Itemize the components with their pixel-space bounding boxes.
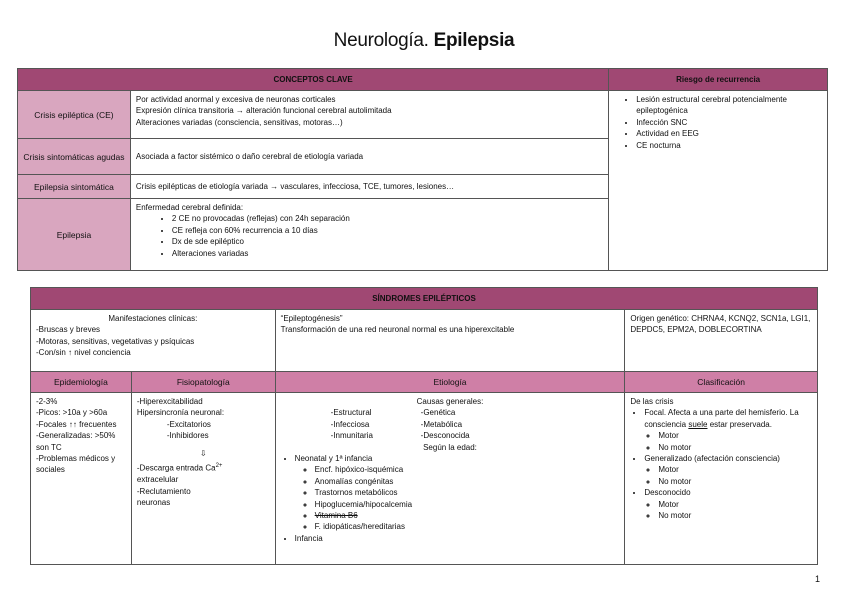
list-item: ◦ F. idiopáticas/hereditarias xyxy=(315,521,620,532)
list-item xyxy=(644,407,812,453)
text-line: -Genética xyxy=(420,408,456,418)
text-line: -Motoras, sensitivas, vegetativas y psíquicas xyxy=(36,336,195,346)
generalizado-sublist xyxy=(644,464,812,487)
sub-header-epidemiologia: Epidemiología xyxy=(31,372,132,393)
text-fragment: -Descarga entrada Ca xyxy=(136,463,216,473)
row-text-crisis-sintomaticas: Asociada a factor sistémico o daño cerebral de etiología variada xyxy=(130,139,608,175)
text-line: -Inmunitaria xyxy=(330,431,373,441)
text-fragment: Focal. Afecta a una parte del hemisferio. La consciencia xyxy=(644,408,799,429)
list-item: • CE nocturna xyxy=(636,140,822,151)
text-line: -Hiperexcitabilidad xyxy=(136,397,203,406)
list-item: • Infancia xyxy=(295,533,620,544)
conceptos-table xyxy=(17,68,828,271)
text-line: Hipersincronía neuronal: xyxy=(136,408,225,418)
list-item: • CE refleja con 60% recurrencia a 10 días xyxy=(172,225,603,236)
text-line: Expresión clínica transitoria → alteración funcional cerebral autolimitada xyxy=(135,106,392,116)
clasificacion-list xyxy=(630,407,812,521)
edad-list xyxy=(281,453,620,544)
text-line: Enfermedad cerebral definida: xyxy=(135,203,244,212)
list-item: • Dx de sde epiléptico xyxy=(172,236,603,247)
text-line: neuronas xyxy=(136,497,171,507)
text-fragment: estar preservada. xyxy=(707,419,772,429)
riesgo-header: Riesgo de recurrencia xyxy=(609,69,828,91)
riesgo-list xyxy=(614,94,822,151)
list-item: • Actividad en EEG xyxy=(636,128,822,139)
epidemiologia-cell xyxy=(31,393,132,565)
list-item: • Infección SNC xyxy=(636,117,822,128)
list-item: ◦ No motor xyxy=(658,442,812,453)
text-line: -Problemas médicos y sociales xyxy=(36,454,116,475)
list-item xyxy=(295,453,620,533)
text-fragment: Neonatal y 1ª infancia xyxy=(294,454,373,464)
text-line: -Con/sin ↑ nivel conciencia xyxy=(36,348,131,358)
list-item xyxy=(644,453,812,487)
text-line: extracelular xyxy=(136,475,179,485)
list-item: • Lesión estructural cerebral potencialmente epileptogénica xyxy=(636,94,822,117)
list-item: ◦ Motor xyxy=(658,464,812,475)
causas-grid xyxy=(281,407,620,441)
sindromes-table xyxy=(30,287,818,565)
text-fragment: suele xyxy=(688,419,708,429)
row-label-crisis-sintomaticas: Crisis sintomáticas agudas xyxy=(18,139,131,175)
list-item: ◦ Motor xyxy=(658,499,812,510)
list-item: ◦ Vitamina B6 xyxy=(315,510,620,521)
focal-sublist xyxy=(644,430,812,453)
list-item: • 2 CE no provocadas (reflejas) con 24h separación xyxy=(172,213,603,224)
sub-header-etiologia: Etiología xyxy=(275,372,625,393)
list-item: ◦ Hipoglucemia/hipocalcemia xyxy=(315,499,620,510)
riesgo-list-cell xyxy=(609,91,828,271)
epileptogenesis-title: “Epileptogénesis” xyxy=(280,314,343,323)
title-prefix: Neurología. xyxy=(333,30,429,51)
origen-genetico-cell: Origen genético: CHRNA4, KCNQ2, SCN1a, LGI1, DEPDC5, EPM2A, DOBLECORTINA xyxy=(625,310,818,372)
clasificacion-cell xyxy=(625,393,818,565)
text-line: -Reclutamiento xyxy=(136,486,191,496)
epilepsia-bullets xyxy=(136,213,603,259)
page-title xyxy=(0,30,848,52)
text-line: -Picos: >10a y >60a xyxy=(36,408,108,418)
text-fragment: Desconocido xyxy=(644,488,691,498)
text-line: -Metabólica xyxy=(420,419,463,429)
list-item: ◦ Encf. hipóxico-isquémica xyxy=(315,464,620,475)
text-line: -2-3% xyxy=(36,397,58,406)
title-bold: Epilepsia xyxy=(433,30,515,51)
arrow-down-icon: ⇩ xyxy=(199,448,207,458)
row-text-epilepsia xyxy=(130,199,608,271)
text-line: -Focales ↑↑ frecuentes xyxy=(36,419,117,429)
row-label-epilepsia-sintomatica: Epilepsia sintomática xyxy=(18,175,131,199)
text-line: -Inhibidores xyxy=(166,431,209,441)
manifestaciones-cell xyxy=(31,310,276,372)
list-item: ◦ No motor xyxy=(658,476,812,487)
manif-title: Manifestaciones clínicas: xyxy=(108,314,198,323)
epileptogenesis-cell xyxy=(275,310,625,372)
text-line: Alteraciones variadas (consciencia, sensitivas, motoras…) xyxy=(135,117,343,127)
text-line: Por actividad anormal y excesiva de neuronas corticales xyxy=(135,95,336,104)
sub-header-clasificacion: Clasificación xyxy=(625,372,818,393)
sindromes-header: SÍNDROMES EPILÉPTICOS xyxy=(31,288,818,310)
list-item: ◦ No motor xyxy=(658,510,812,521)
list-item: • Alteraciones variadas xyxy=(172,248,603,259)
list-item: ◦ Anomalías congénitas xyxy=(315,476,620,487)
row-text-crisis-epileptica xyxy=(130,91,608,139)
list-item: ◦ Motor xyxy=(658,430,812,441)
text-line: -Bruscas y breves xyxy=(36,325,101,335)
row-text-epilepsia-sintomatica: Crisis epilépticas de etiología variada → vasculares, infecciosa, TCE, tumores, lesiones… xyxy=(130,175,608,199)
fisiopatologia-cell xyxy=(131,393,275,565)
list-item: ◦ Trastornos metabólicos xyxy=(315,487,620,498)
sub-header-fisiopatologia: Fisiopatología xyxy=(131,372,275,393)
generales-title: Causas generales: xyxy=(416,397,484,406)
neonatal-sublist xyxy=(295,464,620,532)
edad-title: Según la edad: xyxy=(423,442,477,452)
row-label-crisis-epileptica: Crisis epiléptica (CE) xyxy=(18,91,131,139)
desconocido-sublist xyxy=(644,499,812,522)
text-line: De las crisis xyxy=(630,397,674,406)
conceptos-header: CONCEPTOS CLAVE xyxy=(18,69,609,91)
text-line: -Generalizadas: >50% son TC xyxy=(36,431,116,452)
text-line: -Infecciosa xyxy=(330,419,370,429)
text-line: Transformación de una red neuronal normal es una hiperexcitable xyxy=(280,325,515,335)
etiologia-cell xyxy=(275,393,625,565)
text-line: -Estructural xyxy=(330,408,372,418)
row-label-epilepsia: Epilepsia xyxy=(18,199,131,271)
text-line: -Desconocida xyxy=(420,431,470,441)
text-fragment: Generalizado (afectación consciencia) xyxy=(644,454,780,464)
text-line xyxy=(137,461,270,474)
page-number: 1 xyxy=(814,574,820,584)
list-item xyxy=(644,487,812,521)
superscript: 2+ xyxy=(215,463,223,470)
text-line: -Excitatorios xyxy=(166,419,211,429)
